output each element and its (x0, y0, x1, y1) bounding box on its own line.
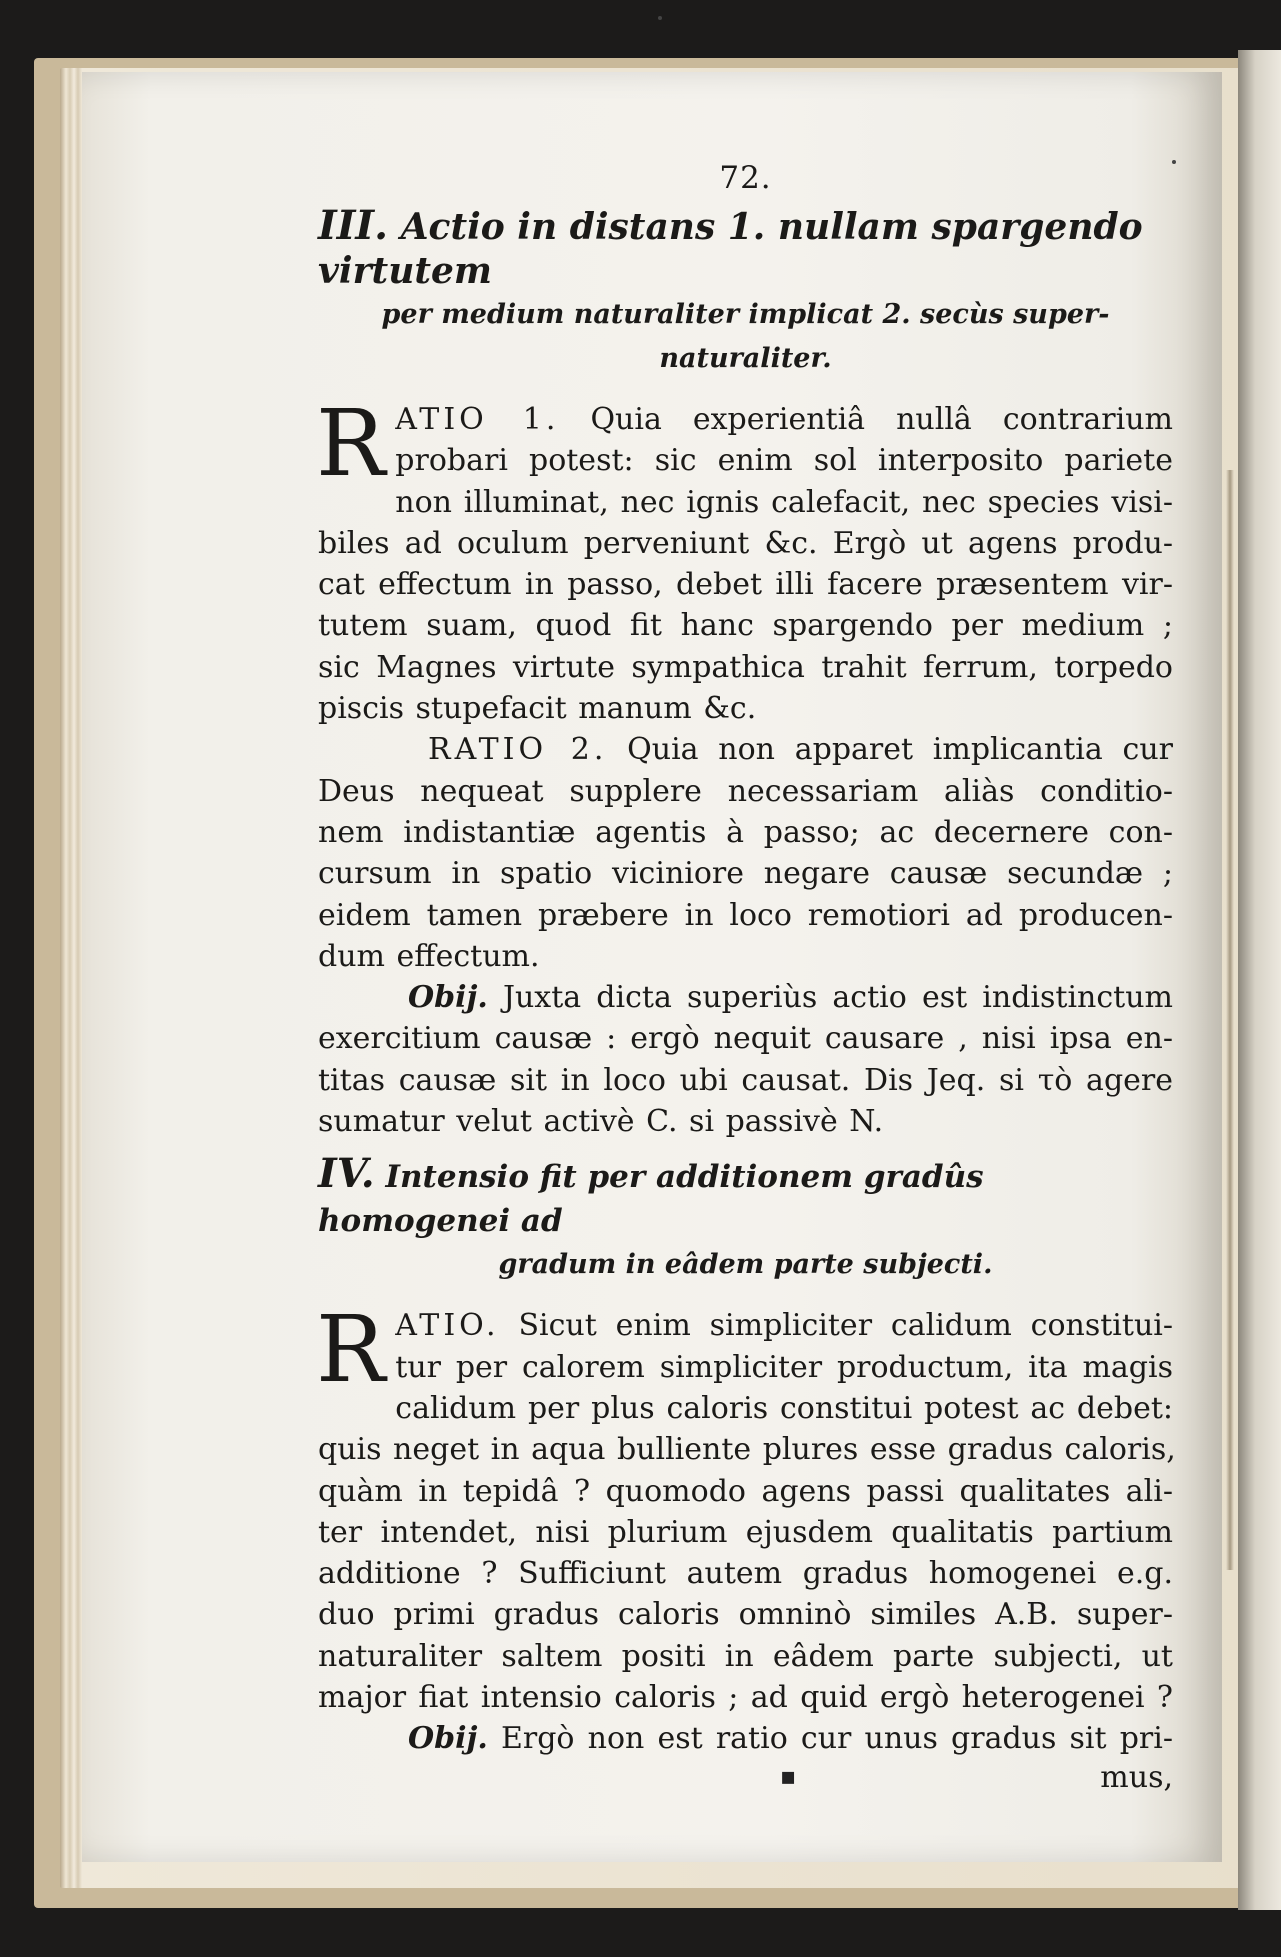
dust-speck (658, 16, 662, 20)
facing-page-edge (1238, 50, 1281, 1910)
text-line: duo primi gradus caloris omninò similes A.B. super- (318, 1597, 1173, 1633)
text-line: eidem tamen præbere in loco remotiori ad producen- (318, 897, 1173, 933)
ratio-3-paragraph (316, 1296, 1176, 1718)
text-line: major fiat intensio caloris ; ad quid ergò heterogenei ? (318, 1680, 1173, 1716)
text-line: biles ad oculum perveniunt &c. Ergò ut agens produ- (318, 525, 1173, 561)
text-line: Deus nequeat supplere necessariam aliàs conditio- (318, 773, 1173, 809)
objection-2-paragraph (318, 1718, 1173, 1759)
objection-label: Obij. (408, 1721, 488, 1757)
page-text (316, 160, 1176, 1795)
objection-1-paragraph (318, 977, 1173, 1142)
heading-line: Actio in distans 1. nullam spargendo virtutem (318, 206, 1143, 292)
section-heading-4 (318, 1152, 1173, 1287)
text-line: exercitium causæ : ergò nequit causare , nisi ipsa en- (318, 1021, 1173, 1057)
text-line: tutem suam, quod fit hanc spargendo per medium ; (318, 608, 1173, 644)
objection-label: Obij. (408, 980, 488, 1016)
section-heading-3 (318, 204, 1173, 381)
text-line: quàm in tepidâ ? quomodo agens passi qualitates ali- (318, 1473, 1173, 1509)
text-line: tur per calorem simpliciter productum, ita magis (395, 1349, 1173, 1385)
catchword: mus, (1100, 1759, 1173, 1795)
heading-line: Intensio fit per additionem gradûs homogenei ad (318, 1159, 984, 1240)
section-number: III. (318, 202, 389, 249)
text-line: non illuminat, nec ignis calefacit, nec species visi- (395, 484, 1173, 520)
text-line: quis neget in aqua bulliente plures esse gradus caloris, (318, 1432, 1176, 1468)
text-line: titas causæ sit in loco ubi causat. Dis Jeq. si τò agere (318, 1062, 1173, 1098)
text-line: cat effectum in passo, debet illi facere præsentem vir- (318, 567, 1173, 603)
page-number: 72. (719, 160, 772, 196)
text-line: Quia experientiâ nullâ contrarium (590, 402, 1173, 437)
text-line: cursum in spatio viciniore negare causæ secundæ ; (318, 856, 1173, 892)
ratio-1-paragraph (316, 390, 1173, 729)
text-line: naturaliter saltem positi in eâdem parte subjecti, ut (318, 1638, 1173, 1674)
text-line: calidum per plus caloris constitui potest ac debet: (395, 1390, 1173, 1426)
heading-line: per medium naturaliter implicat 2. secùs super- (381, 299, 1110, 330)
drop-cap: R (316, 1296, 386, 1404)
ratio-2-paragraph (318, 729, 1173, 977)
ratio-label: ATIO. (395, 1308, 500, 1344)
text-line: nem indistantiæ agentis à passo; ac decernere con- (318, 814, 1173, 850)
page-shadow (1226, 470, 1234, 1570)
heading-line: gradum in eâdem parte subjecti. (498, 1249, 993, 1281)
text-line: piscis stupefacit manum &c. (318, 691, 757, 727)
ratio-label: RATIO 2. (428, 732, 608, 768)
ratio-label: ATIO 1. (395, 402, 560, 437)
text-line: probari potest: sic enim sol interposito pariete (395, 443, 1173, 479)
text-line: sumatur velut activè C. si passivè N. (318, 1104, 884, 1140)
text-line: additione ? Sufficiunt autem gradus homogenei e.g. (318, 1556, 1173, 1592)
heading-line: naturaliter. (659, 343, 832, 374)
text-line: sic Magnes virtute sympathica trahit ferrum, torpedo (318, 649, 1173, 685)
drop-cap: R (316, 390, 386, 497)
text-line: dum effectum. (318, 938, 540, 974)
text-line: Quia non apparet implicantia cur (627, 732, 1173, 768)
text-line: Juxta dicta superiùs actio est indistinctum (502, 980, 1173, 1016)
text-line: ter intendet, nisi plurium ejusdem qualitatis partium (318, 1514, 1173, 1550)
text-line: Sicut enim simpliciter calidum constitui- (518, 1308, 1173, 1344)
text-line: Ergò non est ratio cur unus gradus sit pri- (500, 1721, 1173, 1757)
printer-mark: ▪ (780, 1762, 797, 1790)
section-number: IV. (318, 1150, 375, 1198)
